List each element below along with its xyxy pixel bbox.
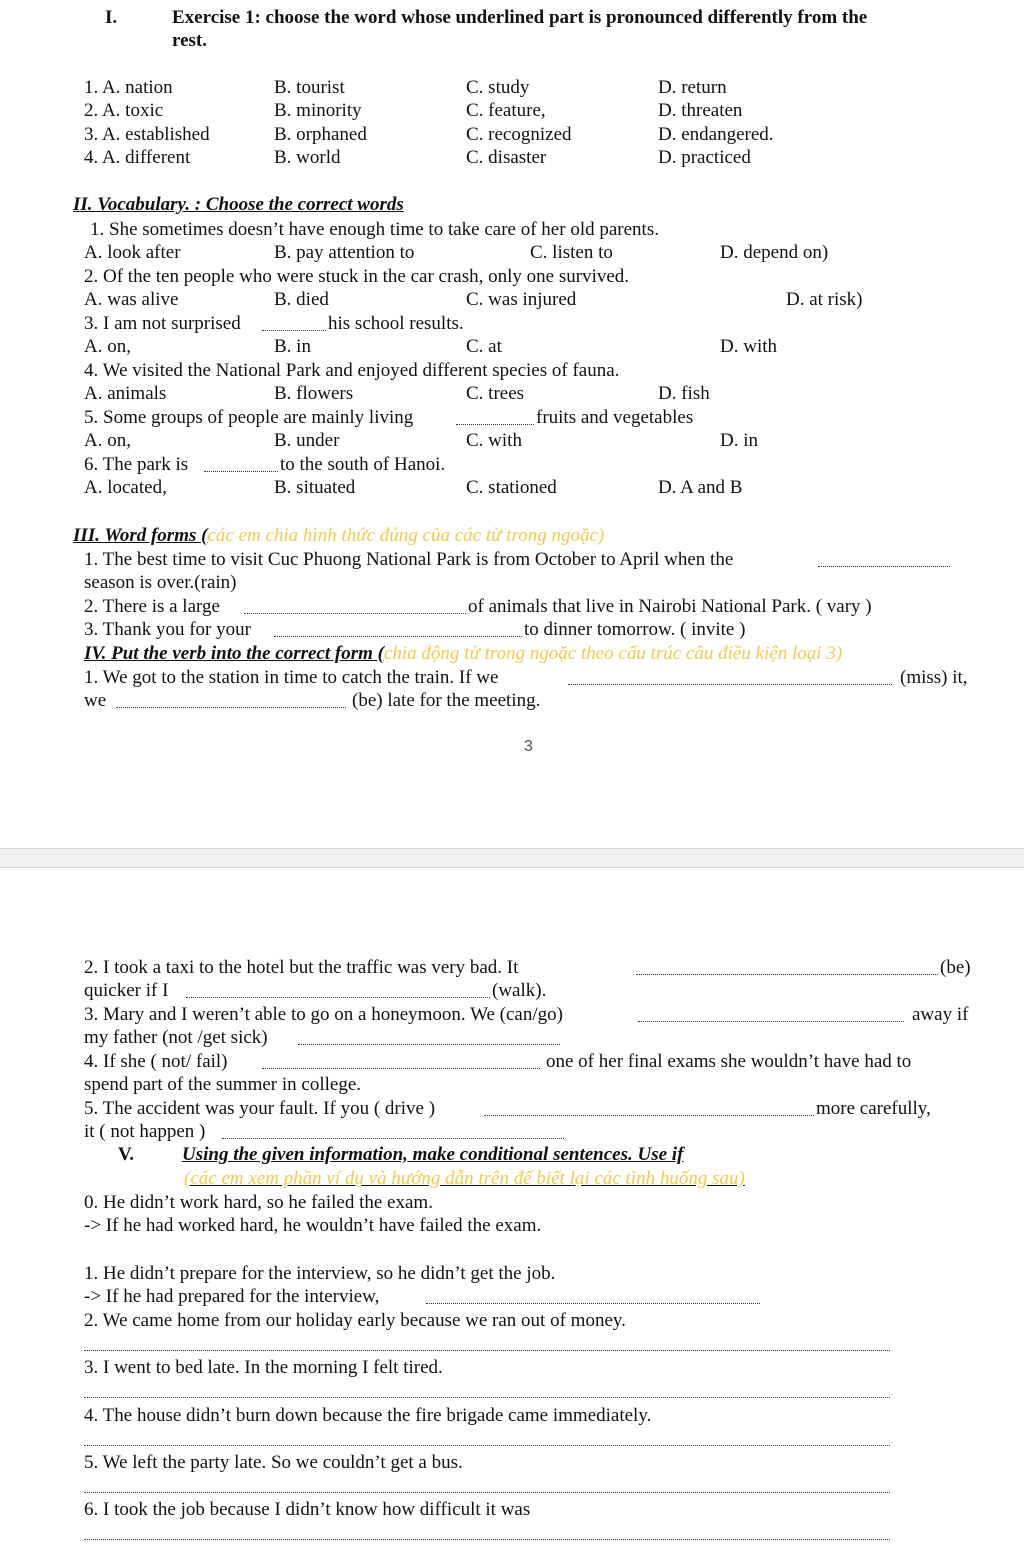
ex5-example: 0. He didn’t work hard, so he failed the exam. [84, 1192, 433, 1213]
ex2-q6-blank[interactable] [204, 471, 278, 472]
ex1-q3-b: B. orphaned [274, 124, 367, 145]
ex2-q5-end: fruits and vegetables [536, 407, 694, 428]
ex1-q2-b: B. minority [274, 100, 362, 121]
ex1-q1-c: C. study [466, 77, 530, 98]
ex5-title: Using the given information, make conditional sentences. Use if [182, 1144, 684, 1165]
ex5-q6: 6. I took the job because I didn’t know how difficult it was [84, 1499, 531, 1520]
ex2-q6-b: B. situated [274, 477, 356, 498]
ex4-q3-cont: my father (not /get sick) [84, 1027, 268, 1048]
ex2-q3-c: C. at [466, 336, 502, 357]
ex2-q3-a: A. on, [84, 336, 131, 357]
ex4-q2-be: (be) [940, 957, 971, 978]
ex4-q1-mid: (miss) it, [900, 667, 968, 688]
ex2-q2-d: D. at risk) [786, 289, 863, 310]
ex1-q4-b: B. world [274, 147, 341, 168]
ex5-example-answer: -> If he had worked hard, he wouldn’t have failed the exam. [84, 1215, 542, 1236]
ex5-q4: 4. The house didn’t burn down because the fire brigade came immediately. [84, 1405, 652, 1426]
ex2-q2-b: B. died [274, 289, 329, 310]
ex1-q3-a: 3. A. established [84, 124, 210, 145]
ex4-q5-end: more carefully, [816, 1098, 931, 1119]
ex2-q6-c: C. stationed [466, 477, 557, 498]
ex2-q6-d: D. A and B [658, 477, 743, 498]
ex3-q1-cont: season is over.(rain) [84, 572, 237, 593]
ex2-q3-b: B. in [274, 336, 311, 357]
ex2-q5-a: A. on, [84, 430, 131, 451]
ex2-q4: 4. We visited the National Park and enjoyed different species of fauna. [84, 360, 620, 381]
ex2-q4-b: B. flowers [274, 383, 354, 404]
ex5-q5: 5. We left the party late. So we couldn’t get a bus. [84, 1452, 463, 1473]
ex4-q1-blank1[interactable] [568, 684, 892, 685]
ex1-q2-d: D. threaten [658, 100, 743, 121]
ex3-heading [73, 525, 604, 547]
ex2-q3-d: D. with [720, 336, 777, 357]
ex1-q4-a: 4. A. different [84, 147, 191, 168]
ex1-q3-c: C. recognized [466, 124, 572, 145]
ex5-q3: 3. I went to bed late. In the morning I felt tired. [84, 1357, 443, 1378]
ex4-q4-end: one of her final exams she wouldn’t have had to [546, 1051, 912, 1072]
ex2-title: II. Vocabulary. : Choose the correct words [73, 194, 404, 215]
ex4-q1-start: 1. We got to the station in time to catch the train. If we [84, 667, 499, 688]
ex2-q1-a: A. look after [84, 242, 181, 263]
ex5-q3-blank[interactable] [84, 1397, 890, 1398]
ex1-q1-b: B. tourist [274, 77, 345, 98]
ex3-q3-blank[interactable] [274, 636, 522, 637]
ex5-q1-blank[interactable] [426, 1303, 760, 1304]
ex2-q5-blank[interactable] [456, 424, 534, 425]
ex1-q4-c: C. disaster [466, 147, 547, 168]
ex5-q6-blank[interactable] [84, 1539, 890, 1540]
ex4-q3-start: 3. Mary and I weren’t able to go on a honeymoon. We (can/go) [84, 1004, 563, 1025]
ex4-q5-cont: it ( not happen ) [84, 1121, 206, 1142]
ex3-q3-end: to dinner tomorrow. ( invite ) [524, 619, 746, 640]
ex4-q3-blank1[interactable] [638, 1021, 904, 1022]
ex2-q2-c: C. was injured [466, 289, 577, 310]
ex4-note: chia động từ trong ngoặc theo cấu trúc câu điều kiện loại 3) [383, 643, 843, 664]
ex1-title: Exercise 1: choose the word whose underlined part is pronounced differently from the [172, 7, 868, 28]
ex1-number: I. [105, 7, 118, 28]
ex2-q1: 1. She sometimes doesn’t have enough time to take care of her old parents. [90, 219, 659, 240]
ex2-q2: 2. Of the ten people who were stuck in the car crash, only one survived. [84, 266, 630, 287]
ex4-heading [84, 643, 842, 665]
ex3-q3-start: 3. Thank you for your [84, 619, 251, 640]
ex2-q1-d: D. depend on) [720, 242, 829, 263]
ex4-q2-blank1[interactable] [636, 974, 938, 975]
ex2-q6-end: to the south of Hanoi. [280, 454, 446, 475]
page-break [0, 848, 1024, 868]
ex2-q5-start: 5. Some groups of people are mainly living [84, 407, 414, 428]
ex1-q1-a: 1. A. nation [84, 77, 173, 98]
ex1-q1-d: D. return [658, 77, 727, 98]
ex2-q3-end: his school results. [328, 313, 464, 334]
ex3-title: III. Word forms ( [73, 525, 208, 546]
ex4-q1-end: (be) late for the meeting. [352, 690, 541, 711]
ex3-q2-start: 2. There is a large [84, 596, 220, 617]
ex5-q2: 2. We came home from our holiday early because we ran out of money. [84, 1310, 626, 1331]
ex4-q5-blank1[interactable] [484, 1115, 814, 1116]
ex4-q1-we: we [84, 690, 107, 711]
ex5-q5-blank[interactable] [84, 1492, 890, 1493]
ex4-q1-blank2[interactable] [116, 707, 346, 708]
ex5-q1-answer-start: -> If he had prepared for the interview, [84, 1286, 380, 1307]
ex3-note: các em chia hình thức đúng của các từ trong ngoặc) [207, 525, 605, 546]
ex4-q2-start: 2. I took a taxi to the hotel but the traffic was very bad. It [84, 957, 519, 978]
ex2-q2-a: A. was alive [84, 289, 179, 310]
ex3-q1-blank[interactable] [818, 566, 950, 567]
page-number: 3 [524, 738, 533, 755]
ex2-q4-d: D. fish [658, 383, 710, 404]
ex3-q1: 1. The best time to visit Cuc Phuong National Park is from October to April when the [84, 549, 734, 570]
ex4-q4-cont: spend part of the summer in college. [84, 1074, 362, 1095]
ex2-q4-c: C. trees [466, 383, 525, 404]
ex4-q2-quicker: quicker if I [84, 980, 169, 1001]
ex2-q5-d: D. in [720, 430, 758, 451]
ex1-q3-d: D. endangered. [658, 124, 774, 145]
ex4-q3-away: away if [912, 1004, 969, 1025]
ex4-q2-walk: (walk). [492, 980, 547, 1001]
ex3-q2-end: of animals that live in Nairobi National Park. ( vary ) [468, 596, 872, 617]
ex2-q3-start: 3. I am not surprised [84, 313, 241, 334]
ex2-q3-blank[interactable] [262, 330, 326, 331]
ex4-title: IV. Put the verb into the correct form ( [84, 643, 384, 664]
ex4-q5-blank2[interactable] [222, 1138, 564, 1139]
ex1-q2-a: 2. A. toxic [84, 100, 164, 121]
ex4-q2-blank2[interactable] [186, 997, 490, 998]
ex5-q4-blank[interactable] [84, 1445, 890, 1446]
ex3-q2-blank[interactable] [244, 613, 466, 614]
ex4-q5-start: 5. The accident was your fault. If you ( drive ) [84, 1098, 436, 1119]
ex4-q4-start: 4. If she ( not/ fail) [84, 1051, 228, 1072]
ex5-note: (các em xem phần ví dụ và hướng dẫn trên để biết lại các tình huống sau) [184, 1168, 745, 1189]
ex4-q3-blank2[interactable] [298, 1044, 560, 1045]
ex2-q1-b: B. pay attention to [274, 242, 415, 263]
ex4-q4-blank[interactable] [262, 1068, 540, 1069]
ex2-q6-a: A. located, [84, 477, 167, 498]
ex1-title-cont: rest. [172, 30, 207, 51]
ex2-q6-start: 6. The park is [84, 454, 189, 475]
ex1-q4-d: D. practiced [658, 147, 751, 168]
ex2-q4-a: A. animals [84, 383, 167, 404]
ex5-q2-blank[interactable] [84, 1350, 890, 1351]
ex2-q5-b: B. under [274, 430, 340, 451]
ex2-q1-c: C. listen to [530, 242, 613, 263]
ex1-q2-c: C. feature, [466, 100, 546, 121]
ex5-q1: 1. He didn’t prepare for the interview, so he didn’t get the job. [84, 1263, 556, 1284]
ex2-q5-c: C. with [466, 430, 522, 451]
ex5-number: V. [118, 1144, 135, 1165]
